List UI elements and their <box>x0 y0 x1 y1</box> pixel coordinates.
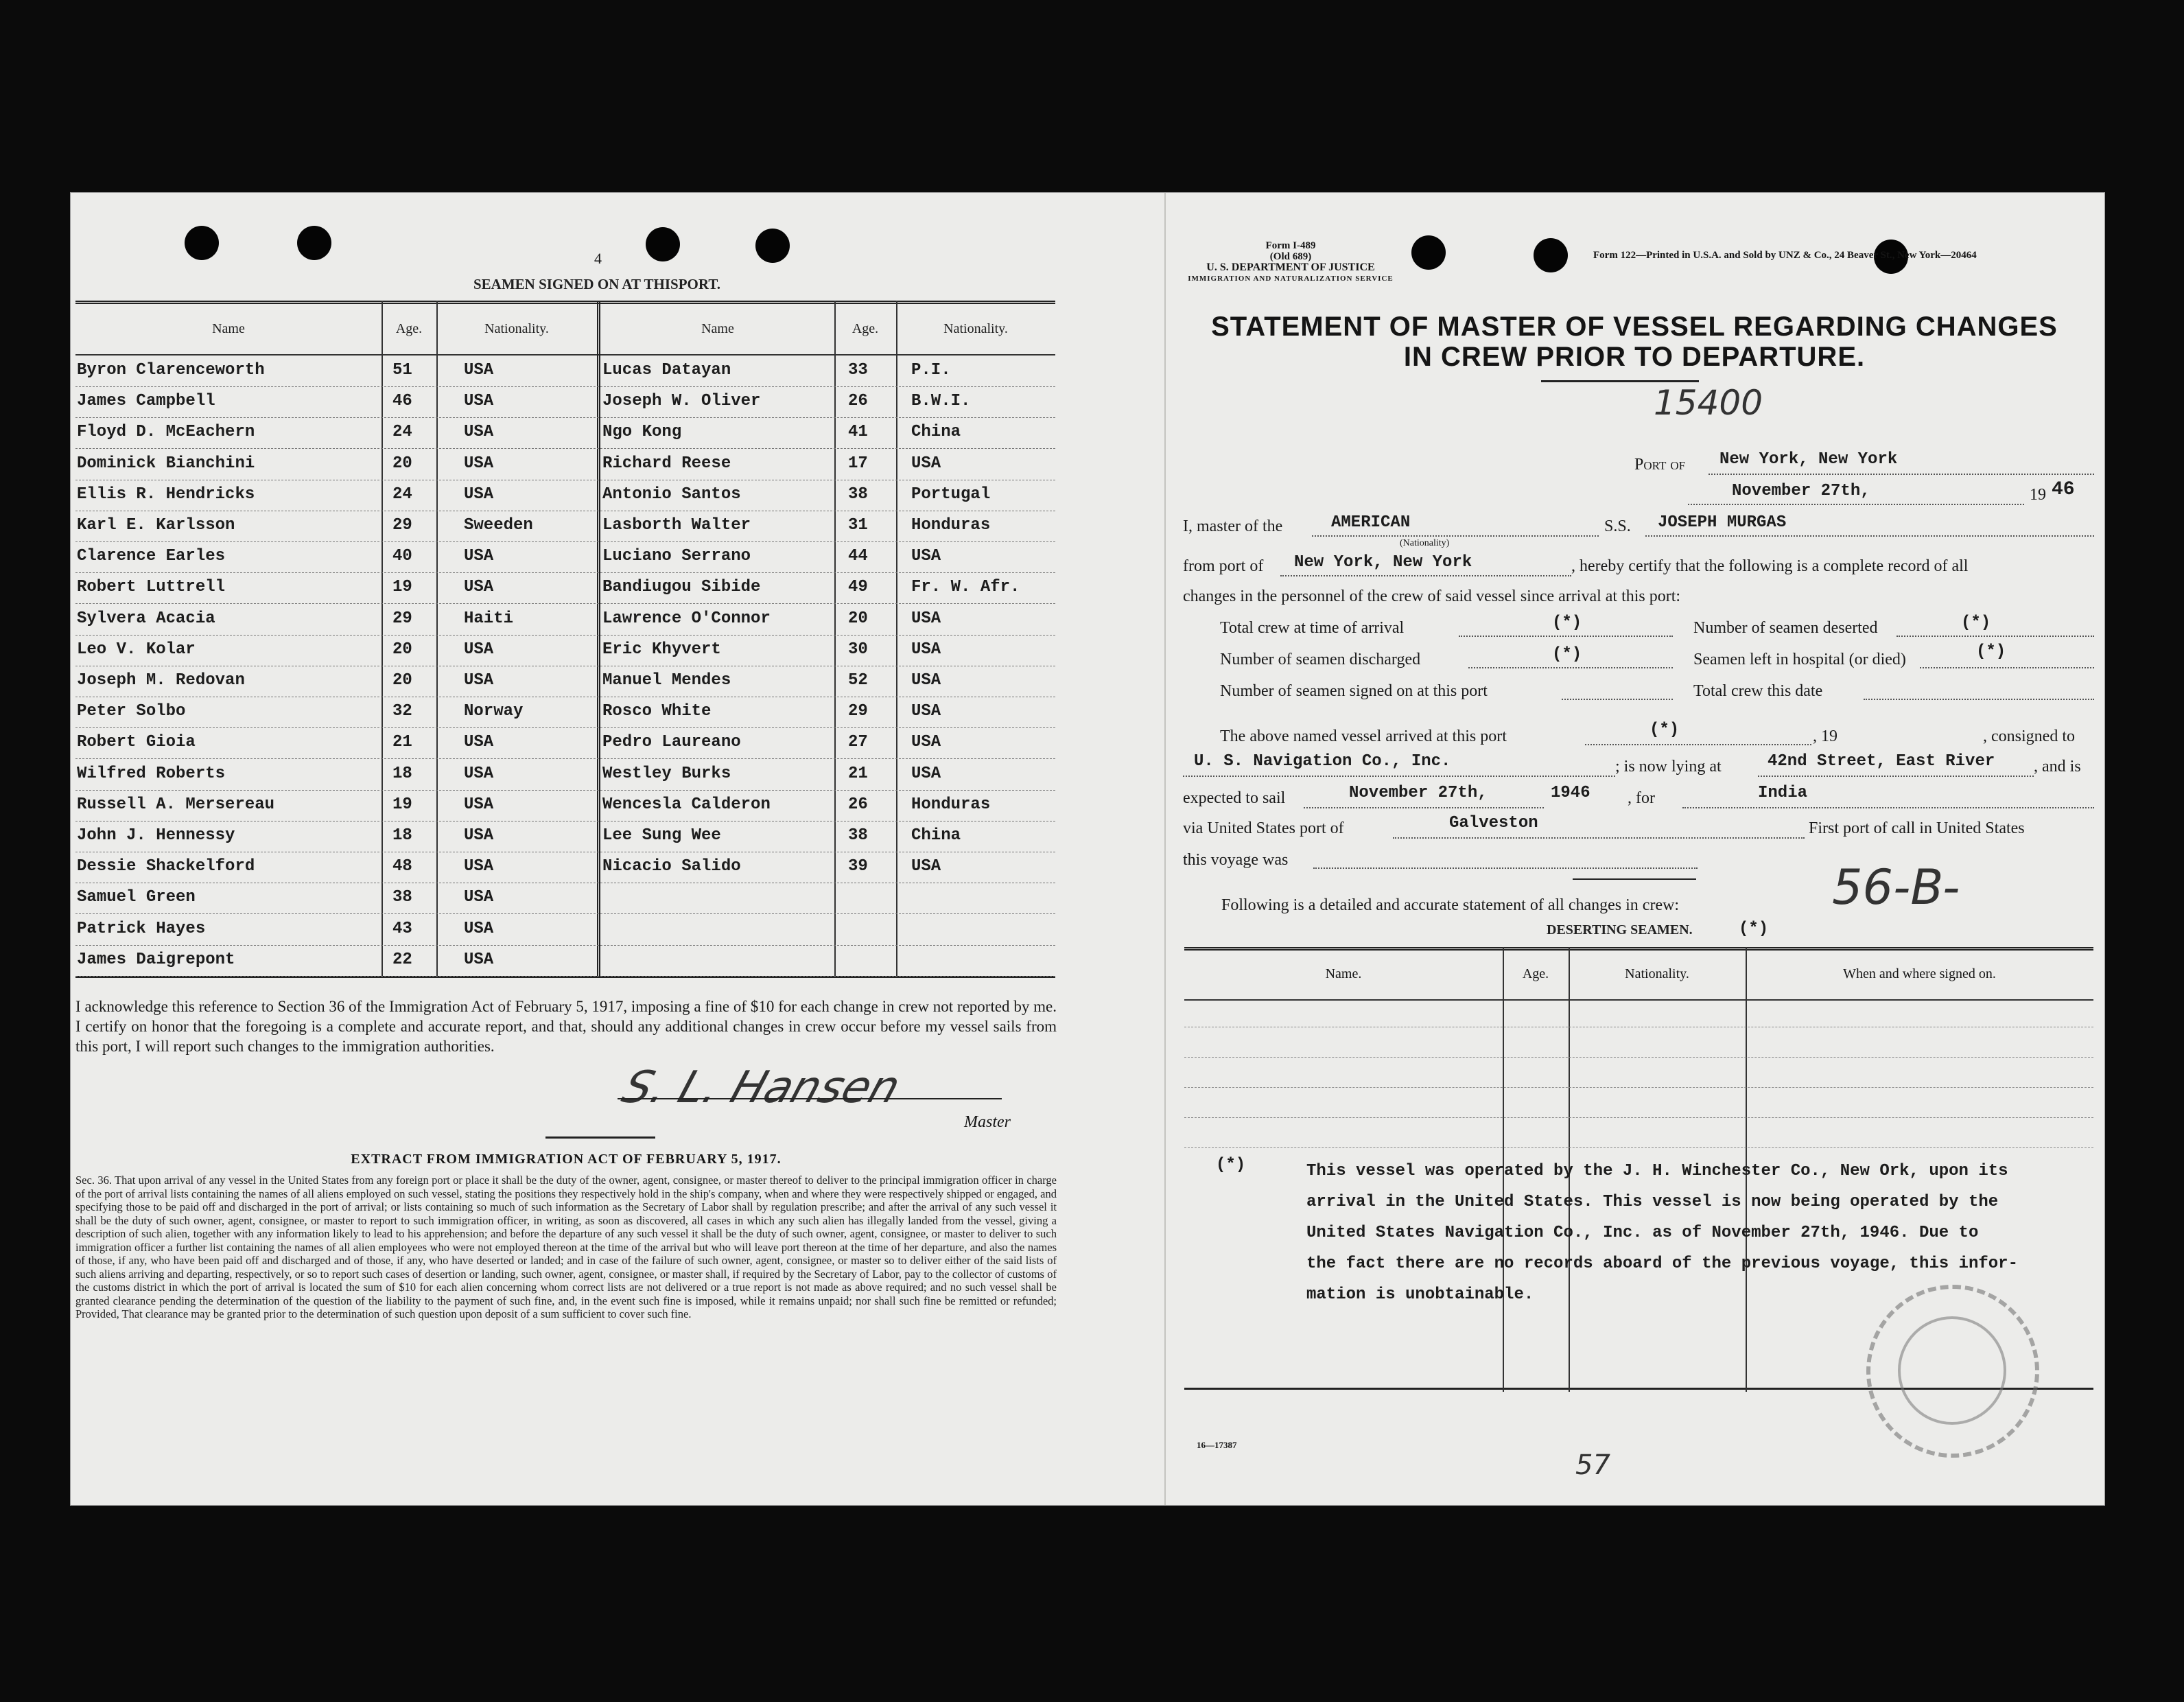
port-label: Port of <box>1634 456 1686 474</box>
crew-age: 20 <box>392 671 412 690</box>
crew-nationality: USA <box>911 671 941 690</box>
master-label: I, master of the <box>1183 517 1283 535</box>
crew-nationality: USA <box>464 919 494 938</box>
crew-nationality: USA <box>911 764 941 783</box>
crew-name: James Campbell <box>77 392 215 411</box>
crew-age: 19 <box>392 578 412 597</box>
crew-name: Bandiugou Sibide <box>602 578 761 597</box>
deserting-title: DESERTING SEAMEN. <box>1547 922 1693 937</box>
crew-name: Pedro Laureano <box>602 733 741 752</box>
nationality-caption: (Nationality) <box>1400 538 1450 548</box>
form-title-line2: IN CREW PRIOR TO DEPARTURE. <box>1403 342 1866 372</box>
page-fold <box>1164 193 1166 1505</box>
table-row <box>75 480 1055 511</box>
crew-nationality: USA <box>911 733 941 752</box>
arrived-label: The above named vessel arrived at this port <box>1220 727 1507 745</box>
crew-age: 29 <box>392 516 412 535</box>
crew-nationality: USA <box>464 764 494 783</box>
crew-age: 20 <box>392 454 412 473</box>
total-crew-value: (*) <box>1552 614 1582 632</box>
lying-label: ; is now lying at <box>1615 758 1722 776</box>
received-stamp <box>1866 1285 2039 1458</box>
crew-nationality: USA <box>464 795 494 814</box>
table-row <box>75 821 1055 852</box>
via-value: Galveston <box>1449 814 1538 832</box>
crew-name: Wilfred Roberts <box>77 764 226 783</box>
crew-nationality: USA <box>911 857 941 876</box>
table-row <box>75 914 1055 946</box>
table-row <box>75 355 1055 387</box>
crew-nationality: USA <box>464 547 494 566</box>
crew-name: Wencesla Calderon <box>602 795 771 814</box>
handwritten-page-number: 57 <box>1575 1449 1610 1481</box>
crew-name: Floyd D. McEachern <box>77 423 255 442</box>
crew-age: 26 <box>848 795 868 814</box>
destination: India <box>1758 784 1808 802</box>
year-value: 46 <box>2052 479 2075 500</box>
punch-hole <box>297 226 331 260</box>
table-row <box>75 572 1055 604</box>
certify-text: , hereby certify that the following is a complete record of all <box>1571 557 1969 575</box>
note-line: This vessel was operated by the J. H. Winchester Co., New Ork, upon its <box>1306 1162 2008 1180</box>
punch-hole <box>1411 235 1446 270</box>
crew-age: 18 <box>392 764 412 783</box>
crew-age: 52 <box>848 671 868 690</box>
crew-nationality: USA <box>911 454 941 473</box>
crew-age: 32 <box>392 702 412 721</box>
col-header-age-2: Age. <box>852 321 879 336</box>
consigned-label: , consigned to <box>1983 727 2075 745</box>
port-value: New York, New York <box>1719 450 1898 469</box>
crew-name: Dessie Shackelford <box>77 857 255 876</box>
col-header-nationality-2: Nationality. <box>943 321 1008 336</box>
crew-nationality: USA <box>911 609 941 628</box>
crew-name: Westley Burks <box>602 764 731 783</box>
lying-value: 42nd Street, East River <box>1768 752 1995 771</box>
crew-age: 38 <box>848 826 868 845</box>
table-row <box>75 883 1055 914</box>
crew-nationality: P.I. <box>911 361 951 380</box>
handwritten-number: 15400 <box>1654 383 1763 423</box>
table-row <box>75 449 1055 480</box>
table-row <box>75 945 1055 977</box>
crew-nationality: USA <box>464 888 494 907</box>
punch-hole <box>1534 238 1568 272</box>
crew-nationality: USA <box>464 733 494 752</box>
crew-nationality: USA <box>911 702 941 721</box>
and-is: , and is <box>2034 758 2081 776</box>
signed-on-label: Number of seamen signed on at this port <box>1220 682 1488 700</box>
crew-age: 19 <box>392 795 412 814</box>
crew-name: Lawrence O'Connor <box>602 609 771 628</box>
crew-nationality: USA <box>464 950 494 969</box>
crew-nationality: Fr. W. Afr. <box>911 578 1020 597</box>
note-line: mation is unobtainable. <box>1306 1285 1534 1304</box>
divider <box>545 1136 655 1139</box>
crew-nationality: China <box>911 826 961 845</box>
table-row <box>75 727 1055 759</box>
crew-nationality: USA <box>464 485 494 504</box>
crew-name: Richard Reese <box>602 454 731 473</box>
note-line: arrival in the United States. This vessel is now being operated by the <box>1306 1193 1999 1211</box>
crew-nationality: USA <box>464 640 494 659</box>
table-row <box>75 541 1055 573</box>
crew-age: 20 <box>848 609 868 628</box>
crew-name: Eric Khyvert <box>602 640 721 659</box>
following-label: Following is a detailed and accurate statement of all changes in crew: <box>1221 896 1680 914</box>
date-value: November 27th, <box>1732 482 1870 500</box>
crew-name: Manuel Mendes <box>602 671 731 690</box>
crew-age: 38 <box>392 888 412 907</box>
crew-age: 21 <box>848 764 868 783</box>
crew-name: Lasborth Walter <box>602 516 751 535</box>
department: U. S. DEPARTMENT OF JUSTICE <box>1206 261 1375 273</box>
table-row <box>75 386 1055 418</box>
crew-name: Samuel Green <box>77 888 196 907</box>
col-header-age: Age. <box>395 321 423 336</box>
form-number: Form I-489 <box>1265 240 1316 251</box>
master-signature: S. L. Hansen <box>615 1062 906 1113</box>
des-header-nationality: Nationality. <box>1625 966 1689 981</box>
crew-age: 29 <box>848 702 868 721</box>
des-header-age: Age. <box>1522 966 1549 981</box>
table-row <box>75 697 1055 728</box>
crew-nationality: Portugal <box>911 485 991 504</box>
crew-name: Ellis R. Hendricks <box>77 485 255 504</box>
crew-name: Russell A. Mersereau <box>77 795 275 814</box>
first-port-label: First port of call in United States <box>1809 819 2025 837</box>
crew-age: 43 <box>392 919 412 938</box>
crew-name: Rosco White <box>602 702 712 721</box>
crew-name: Lucas Datayan <box>602 361 731 380</box>
crew-nationality: USA <box>464 826 494 845</box>
printer-note: Form 122—Printed in U.S.A. and Sold by UNZ & Co., 24 Beaver St., New York—20464 <box>1593 250 1977 261</box>
note-mark: (*) <box>1216 1156 1246 1174</box>
signature-line <box>618 1098 1002 1099</box>
crew-name: Antonio Santos <box>602 485 741 504</box>
crew-name: John J. Hennessy <box>77 826 235 845</box>
certification-text: I acknowledge this reference to Section 36 of the Immigration Act of February 5, 1917, imposing a fine of $10 for each change in crew not reported by me. I certify on honor that the foregoing is a complete and accurate report, and that, should any additional changes in crew occur before my vessel sails from this port, I will report such changes to the immigration authorities. <box>75 998 1057 1055</box>
crew-name: Joseph W. Oliver <box>602 392 761 411</box>
crew-nationality: USA <box>911 640 941 659</box>
hospital-value: (*) <box>1976 642 2006 661</box>
voyage-label: this voyage was <box>1183 851 1289 869</box>
crew-nationality: Norway <box>464 702 524 721</box>
crew-name: Robert Gioia <box>77 733 196 752</box>
crew-nationality: USA <box>464 857 494 876</box>
crew-name: Joseph M. Redovan <box>77 671 245 690</box>
crew-age: 40 <box>392 547 412 566</box>
table-row <box>75 417 1055 449</box>
col-header-name: Name <box>212 321 245 336</box>
crew-name: Byron Clarenceworth <box>77 361 265 380</box>
crew-age: 20 <box>392 640 412 659</box>
nationality-value: AMERICAN <box>1331 513 1411 532</box>
crew-name: Peter Solbo <box>77 702 186 721</box>
crew-age: 26 <box>848 392 868 411</box>
title-underline <box>1541 380 1699 382</box>
crew-age: 29 <box>392 609 412 628</box>
page-number: 4 <box>594 250 602 267</box>
crew-name: Karl E. Karlsson <box>77 516 235 535</box>
crew-nationality: USA <box>464 578 494 597</box>
crew-nationality: Haiti <box>464 609 514 628</box>
handwritten-code: 56-B- <box>1832 859 1960 916</box>
crew-age: 41 <box>848 423 868 442</box>
form-title <box>1175 312 2094 372</box>
total-date-label: Total crew this date <box>1693 682 1823 700</box>
crew-name: Dominick Bianchini <box>77 454 255 473</box>
discharged-value: (*) <box>1552 645 1582 664</box>
from-port-value: New York, New York <box>1294 553 1472 572</box>
punch-hole <box>646 227 680 261</box>
expected-label: expected to sail <box>1183 789 1286 807</box>
punch-hole <box>185 226 219 260</box>
sail-year: 1946 <box>1551 784 1590 802</box>
deserted-label: Number of seamen deserted <box>1693 619 1878 637</box>
table-row <box>75 666 1055 697</box>
sail-date: November 27th, <box>1349 784 1488 802</box>
crew-nationality: China <box>911 423 961 442</box>
vessel-name: JOSEPH MURGAS <box>1658 513 1787 532</box>
ss-label: S.S. <box>1604 517 1631 535</box>
crew-age: 30 <box>848 640 868 659</box>
table-row <box>75 759 1055 791</box>
service: IMMIGRATION AND NATURALIZATION SERVICE <box>1188 275 1394 283</box>
extract-text: Sec. 36. That upon arrival of any vessel in the United States from any foreign port or place it shall be the duty of the owner, agent, consignee, or master thereof to deliver to the principal immigration officer in charge of the port of arrival lists containing the names of all aliens employed on such vessel, stating the positions they respectively hold in the ship's company, when and where they were respectively shipped or engaged, and specifying those to be paid off and discharged in the port of arrival; or lists containing so much of such information as the Secretary of Labor shall by regulation prescribe; and after the arrival of any such vessel it shall be the duty of such owner, agent, consignee, or master to report to such immigration officer, in writing, as soon as discovered, all cases in which any such alien has illegally landed from the vessel, giving a description of such alien, together with any information likely to lead to his apprehension; and before the departure of any such vessel it shall be the duty of such owner, agent, consignee, or master to deliver to such immigration officer a further list containing the names of all alien employees who were not employed thereon at the time of the arrival but who will leave port thereon at the time of her departure, and also the names of those, if any, who have been paid off and discharged and of those, if any, who have deserted or landed; and in case of the failure of such owner, agent, consignee, or master so to deliver either of the said lists of such aliens arriving and departing, respectively, or so to report such cases of desertion or landing, such owner, agent, consignee, or master shall, if required by the Secretary of Labor, pay to the collector of customs of the customs district in which the port of arrival is located the sum of $10 for each alien concerning whom correct lists are not delivered or a true report is not made as above required; and no such vessel shall be granted clearance pending the determination of the question of the liability to the payment of such fine, and, in the event such fine is imposed, while it remains unpaid; nor shall such fine be remitted or refunded; Provided, That clearance may be granted prior to the determination of such question upon deposit of a sum sufficient to cover such fine. <box>75 1174 1057 1320</box>
crew-nationality: USA <box>464 671 494 690</box>
crew-age: 31 <box>848 516 868 535</box>
crew-age: 17 <box>848 454 868 473</box>
note-line: the fact there are no records aboard of the previous voyage, this infor- <box>1306 1255 2018 1273</box>
via-label: via United States port of <box>1183 819 1344 837</box>
crew-nationality: USA <box>464 423 494 442</box>
crew-name: Sylvera Acacia <box>77 609 215 628</box>
crew-age: 22 <box>392 950 412 969</box>
footer-code: 16—17387 <box>1197 1440 1237 1450</box>
crew-age: 27 <box>848 733 868 752</box>
crew-age: 38 <box>848 485 868 504</box>
crew-age: 48 <box>392 857 412 876</box>
signature-caption: Master <box>964 1113 1011 1131</box>
divider <box>1573 878 1696 880</box>
crew-age: 18 <box>392 826 412 845</box>
des-header-signed: When and where signed on. <box>1843 966 1996 981</box>
year-prefix: 19 <box>2030 486 2046 504</box>
crew-age: 33 <box>848 361 868 380</box>
crew-age: 39 <box>848 857 868 876</box>
table-row <box>75 604 1055 636</box>
from-port-label: from port of <box>1183 557 1264 575</box>
note-line: United States Navigation Co., Inc. as of November 27th, 1946. Due to <box>1306 1224 1979 1242</box>
table-row <box>75 852 1055 883</box>
crew-name: Clarence Earles <box>77 547 226 566</box>
crew-age: 21 <box>392 733 412 752</box>
col-header-name-2: Name <box>701 321 734 336</box>
crew-age: 24 <box>392 423 412 442</box>
crew-age: 46 <box>392 392 412 411</box>
deserted-value: (*) <box>1961 614 1991 632</box>
arrived-year: , 19 <box>1813 727 1837 745</box>
discharged-label: Number of seamen discharged <box>1220 651 1421 668</box>
crew-name: Patrick Hayes <box>77 919 206 938</box>
form-old-number: (Old 689) <box>1269 251 1312 262</box>
des-header-name: Name. <box>1325 966 1362 981</box>
crew-nationality: Sweeden <box>464 516 533 535</box>
changes-text: changes in the personnel of the crew of said vessel since arrival at this port: <box>1183 587 1681 605</box>
arrived-value: (*) <box>1649 721 1680 739</box>
total-crew-label: Total crew at time of arrival <box>1220 619 1405 637</box>
crew-age: 51 <box>392 361 412 380</box>
punch-hole <box>755 229 790 263</box>
crew-name: Robert Luttrell <box>77 578 226 597</box>
crew-name: James Daigrepont <box>77 950 235 969</box>
crew-name: Lee Sung Wee <box>602 826 721 845</box>
crew-nationality: Honduras <box>911 516 991 535</box>
crew-age: 49 <box>848 578 868 597</box>
form-title-line1: STATEMENT OF MASTER OF VESSEL REGARDING CHANGES <box>1211 312 2058 342</box>
crew-name: Ngo Kong <box>602 423 682 442</box>
crew-nationality: USA <box>464 361 494 380</box>
consignee: U. S. Navigation Co., Inc. <box>1194 752 1451 771</box>
for-label: , for <box>1628 789 1655 807</box>
crew-age: 44 <box>848 547 868 566</box>
crew-age: 24 <box>392 485 412 504</box>
crew-table <box>75 301 1055 977</box>
deserting-mark: (*) <box>1739 920 1769 938</box>
extract-title: EXTRACT FROM IMMIGRATION ACT OF FEBRUARY 5, 1917. <box>351 1152 782 1167</box>
table-row <box>75 790 1055 821</box>
crew-nationality: USA <box>464 454 494 473</box>
table-row <box>75 511 1055 542</box>
crew-name: Luciano Serrano <box>602 547 751 566</box>
crew-name: Leo V. Kolar <box>77 640 196 659</box>
col-header-nationality: Nationality. <box>484 321 549 336</box>
crew-nationality: Honduras <box>911 795 991 814</box>
crew-nationality: B.W.I. <box>911 392 971 411</box>
crew-nationality: USA <box>464 392 494 411</box>
crew-name: Nicacio Salido <box>602 857 741 876</box>
hospital-label: Seamen left in hospital (or died) <box>1693 651 1906 668</box>
section-title: SEAMEN SIGNED ON AT THISPORT. <box>473 276 721 292</box>
table-row <box>75 635 1055 666</box>
crew-nationality: USA <box>911 547 941 566</box>
form-header <box>1177 240 1404 284</box>
